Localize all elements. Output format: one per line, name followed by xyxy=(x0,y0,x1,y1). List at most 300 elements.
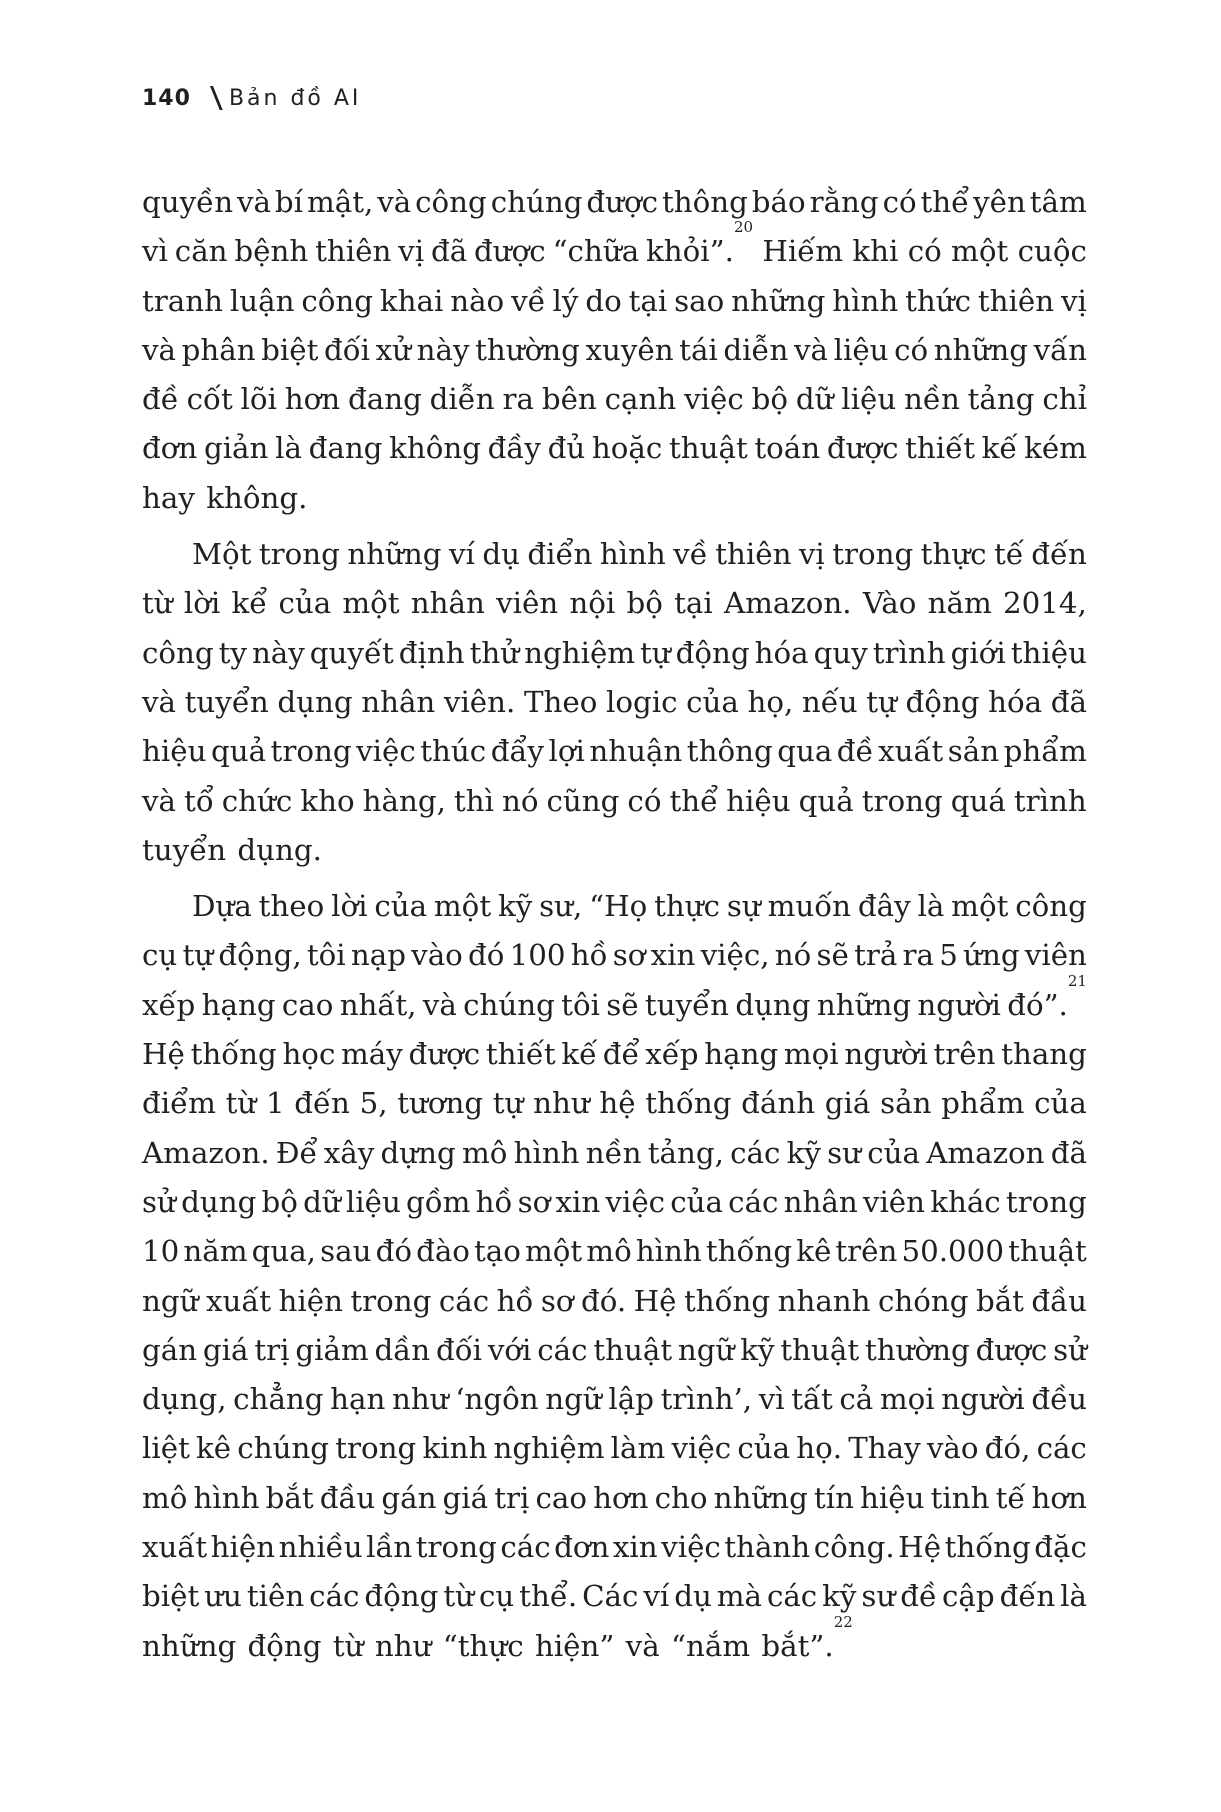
word: tiên xyxy=(246,1579,305,1614)
word: qua xyxy=(777,734,833,769)
word: kém xyxy=(1024,431,1087,466)
text-segment: những động từ như “thực hiện” và “nắm bắt”. xyxy=(142,1628,834,1663)
word: Amazon. xyxy=(723,586,852,621)
word: đề xyxy=(900,1579,938,1614)
word: và xyxy=(236,185,272,219)
word: trình xyxy=(872,635,946,670)
word: nó xyxy=(774,938,812,973)
word: thể xyxy=(669,783,719,818)
word: thực xyxy=(654,889,721,924)
word: Một xyxy=(192,537,252,572)
word: của xyxy=(374,889,428,924)
word: tôi xyxy=(306,938,346,973)
word: thiết xyxy=(905,431,975,466)
word: được xyxy=(975,1332,1048,1367)
word: hiệu xyxy=(860,1480,925,1515)
word: sẽ xyxy=(816,938,849,973)
word: dữ xyxy=(303,1184,341,1219)
word: quá xyxy=(950,783,1006,818)
word: tranh xyxy=(142,283,223,318)
text-line xyxy=(142,424,1087,473)
word: Thay xyxy=(848,1431,921,1466)
word: nhất, xyxy=(339,987,417,1022)
word: kho xyxy=(300,783,355,818)
word: do xyxy=(585,283,622,318)
word: thuật xyxy=(668,431,748,466)
word: bộ xyxy=(261,1184,298,1219)
footnote-ref-21[interactable]: 21 xyxy=(1067,971,1087,990)
word: là xyxy=(275,431,302,466)
word: biệt xyxy=(261,332,319,367)
word: giá xyxy=(824,1086,871,1121)
word: đầu xyxy=(319,1480,376,1515)
text-line xyxy=(142,579,1087,628)
word: tế xyxy=(994,537,1024,572)
word: hình xyxy=(513,1135,580,1170)
word: trình xyxy=(1013,783,1087,818)
text-line xyxy=(142,971,1087,1030)
word: làm xyxy=(610,1431,666,1466)
word: thống xyxy=(683,1283,771,1318)
word: chẳng xyxy=(233,1382,324,1417)
word: kế xyxy=(561,1037,598,1072)
word: cốt xyxy=(186,382,233,417)
word: của xyxy=(1034,1086,1087,1121)
word: bên xyxy=(541,382,597,417)
word: rằng xyxy=(809,185,879,219)
word: nhân xyxy=(783,1184,858,1219)
word: tâm xyxy=(1029,185,1087,219)
word: lý xyxy=(552,283,579,318)
paragraph-gap xyxy=(142,523,1087,530)
word: các xyxy=(766,1579,818,1614)
footnote-ref-20[interactable]: 20 xyxy=(733,218,754,237)
word: và xyxy=(142,684,177,719)
text-line xyxy=(142,178,1087,227)
word: hình xyxy=(635,1234,702,1269)
word: bắt xyxy=(975,1283,1024,1318)
word: phẩm xyxy=(1003,734,1087,769)
word: năm xyxy=(183,1234,248,1269)
word: kê xyxy=(196,1431,232,1466)
word: động xyxy=(905,684,980,719)
word: đề xyxy=(836,734,874,769)
header-separator xyxy=(207,86,215,108)
word: ví xyxy=(643,1579,670,1614)
word: vì xyxy=(142,234,168,269)
paragraph-1 xyxy=(142,178,1087,523)
word: hơn xyxy=(593,1480,649,1515)
word: Vào xyxy=(862,586,917,621)
word: quy xyxy=(813,635,868,670)
word: các xyxy=(537,1332,588,1367)
word: Dựa xyxy=(192,889,252,924)
word: tái xyxy=(679,332,718,367)
word: dụng xyxy=(181,1184,257,1219)
word: ra xyxy=(502,382,534,417)
word: mô xyxy=(461,1135,508,1170)
word: tổ xyxy=(184,783,214,818)
word: nạp xyxy=(350,938,406,973)
word: tôi xyxy=(561,987,600,1022)
word: xuất xyxy=(142,1530,208,1565)
word: và xyxy=(377,185,412,219)
word: toán xyxy=(754,431,821,466)
word: những xyxy=(731,283,826,318)
word: khai xyxy=(379,283,444,318)
text-line xyxy=(142,530,1087,579)
word: diễn xyxy=(429,382,495,417)
word: thống xyxy=(645,1086,732,1121)
word: vấn xyxy=(1033,332,1087,367)
word: quả xyxy=(210,734,267,769)
word: bắt xyxy=(265,1480,314,1515)
word: hạng xyxy=(201,987,276,1022)
word: hoặc xyxy=(591,431,663,466)
word: kỹ xyxy=(740,1332,775,1367)
word: hạn xyxy=(330,1382,386,1417)
word: sư, xyxy=(539,889,583,924)
word: học xyxy=(282,1037,336,1072)
word: xin xyxy=(555,1184,601,1219)
word: Theo xyxy=(523,684,598,719)
word: hóa xyxy=(988,684,1043,719)
word: đến xyxy=(294,1086,350,1121)
word: ví xyxy=(448,537,475,572)
word: mật, xyxy=(306,185,374,219)
word: giá xyxy=(442,1480,489,1515)
word: vị xyxy=(798,537,825,572)
word: thuật xyxy=(780,1332,860,1367)
word: họ, xyxy=(747,684,794,719)
word: 1 xyxy=(265,1086,285,1121)
word: cả xyxy=(839,1382,874,1417)
text-line xyxy=(142,1424,1087,1473)
word: thức xyxy=(905,283,971,318)
text-line xyxy=(142,375,1087,424)
text-line xyxy=(142,1612,1087,1671)
word: quả xyxy=(798,783,854,818)
word: kỹ xyxy=(786,1135,821,1170)
word: việc xyxy=(356,734,416,769)
text-line xyxy=(142,1474,1087,1523)
word: thiết xyxy=(485,1037,556,1072)
word: trong xyxy=(270,734,352,769)
word: đó xyxy=(375,1234,412,1269)
word: đây xyxy=(857,889,911,924)
word: những xyxy=(347,537,442,572)
word: công. xyxy=(813,1530,895,1565)
word: thành xyxy=(724,1530,811,1565)
word: là xyxy=(917,889,945,924)
word: việc xyxy=(661,1530,721,1565)
word: Amazon xyxy=(926,1135,1045,1170)
word: kê xyxy=(796,1234,832,1269)
word: được xyxy=(408,1037,481,1072)
word: hạng xyxy=(704,1037,779,1072)
word: mọi xyxy=(783,1037,839,1072)
word: nếu xyxy=(801,684,858,719)
text-line xyxy=(142,882,1087,931)
word: thuật xyxy=(1008,1234,1087,1269)
word: lời xyxy=(183,586,221,621)
word: điển xyxy=(527,537,593,572)
word: sư xyxy=(861,1579,896,1614)
word: tự xyxy=(182,938,214,973)
word: nhiều xyxy=(278,1530,363,1565)
word: chóng xyxy=(877,1283,969,1318)
word: nhân xyxy=(410,586,485,621)
footnote-ref-22[interactable]: 22 xyxy=(833,1612,853,1631)
word: mọi xyxy=(879,1382,935,1417)
word: sản xyxy=(880,1086,932,1121)
word: đã xyxy=(1050,684,1087,719)
paragraph-2 xyxy=(142,530,1087,875)
text-line xyxy=(142,629,1087,678)
word: sơ xyxy=(540,1283,574,1318)
word: với xyxy=(487,1332,532,1367)
word: thúc xyxy=(420,734,487,769)
word: trong xyxy=(335,1431,417,1466)
word: hệ xyxy=(599,1086,636,1121)
word: 5 xyxy=(939,938,958,973)
word: thông xyxy=(661,185,748,219)
word: hiện xyxy=(278,1283,343,1318)
word: hồ xyxy=(475,1184,513,1219)
word: viên. xyxy=(443,684,516,719)
paragraph-gap xyxy=(142,875,1087,882)
word: cụ xyxy=(478,1579,515,1614)
word: công xyxy=(301,283,373,318)
word: để xyxy=(602,1037,640,1072)
word: công xyxy=(1015,889,1087,924)
word: hóa xyxy=(754,635,809,670)
word: sử xyxy=(1053,1332,1087,1367)
word: Hệ xyxy=(898,1530,942,1565)
word: thường xyxy=(475,332,580,367)
text-line: tuyển dụng. xyxy=(142,832,322,867)
word: sản xyxy=(947,734,1000,769)
word: nhanh xyxy=(777,1283,871,1318)
word: bệnh xyxy=(234,234,309,269)
word: muốn xyxy=(767,889,852,924)
word: việc xyxy=(684,382,744,417)
word: phân xyxy=(181,332,256,367)
text-line xyxy=(142,777,1087,826)
word: quyền xyxy=(142,185,234,219)
word: công xyxy=(142,635,214,670)
word: chúng xyxy=(463,987,555,1022)
word: 5, xyxy=(359,1086,388,1121)
word: có xyxy=(882,185,917,219)
word: cập xyxy=(941,1579,995,1614)
text-line xyxy=(142,1129,1087,1178)
word: thiên xyxy=(977,283,1055,318)
word: thử xyxy=(469,635,520,670)
word: dụng xyxy=(735,987,811,1022)
word: hồ xyxy=(570,938,608,973)
word: dữ xyxy=(795,382,834,417)
word: Hệ xyxy=(142,1037,185,1072)
word: một xyxy=(525,1234,583,1269)
text-line xyxy=(142,1375,1087,1424)
word: dựng xyxy=(380,1135,456,1170)
word: giá xyxy=(202,1332,249,1367)
word: nghiệm xyxy=(524,635,636,670)
word: tín xyxy=(813,1480,854,1515)
word: đơn xyxy=(554,1530,610,1565)
word: trong xyxy=(415,1530,497,1565)
word: được xyxy=(474,234,546,269)
body-text xyxy=(142,178,1087,1671)
word: dụ xyxy=(674,1579,712,1614)
word: đánh xyxy=(741,1086,816,1121)
word: các xyxy=(728,1184,779,1219)
word: này xyxy=(416,332,470,367)
word: tuyển xyxy=(644,987,730,1022)
word: cũng xyxy=(546,783,620,818)
word: biệt xyxy=(142,1579,200,1614)
word: kể xyxy=(231,586,268,621)
word: đã xyxy=(430,234,468,269)
word: cạnh xyxy=(604,382,677,417)
word: vào xyxy=(411,938,463,973)
word: ưu xyxy=(204,1579,242,1614)
word: gán xyxy=(142,1332,198,1367)
word: nhân xyxy=(361,684,436,719)
word: chức xyxy=(221,783,293,818)
word xyxy=(646,218,1087,276)
word: Các xyxy=(582,1579,639,1614)
word: tạo xyxy=(474,1234,521,1269)
word: đến xyxy=(999,1579,1056,1614)
word: đối xyxy=(323,332,371,367)
word: viên xyxy=(862,1184,926,1219)
word: kế xyxy=(981,431,1018,466)
word: nhuận xyxy=(589,734,683,769)
text-line xyxy=(142,1326,1087,1375)
word: Amazon. xyxy=(142,1135,270,1170)
word: động xyxy=(675,635,750,670)
word: đào xyxy=(416,1234,470,1269)
word: hình xyxy=(832,283,899,318)
word: trong xyxy=(1005,1184,1087,1219)
word: và xyxy=(422,987,457,1022)
word: bí xyxy=(274,185,304,219)
word: chúng xyxy=(490,185,583,219)
word: những xyxy=(933,332,1028,367)
word: Để xyxy=(275,1135,318,1170)
word: ty xyxy=(218,635,247,670)
word: vị xyxy=(398,234,425,269)
word: việc xyxy=(605,1184,666,1219)
word: của xyxy=(670,1184,723,1219)
word: qua, xyxy=(251,1234,316,1269)
word: xuất xyxy=(878,734,944,769)
word: lần xyxy=(366,1530,413,1565)
word: sử xyxy=(142,1184,176,1219)
word: 50.000 xyxy=(901,1234,1004,1269)
word: sẽ xyxy=(606,987,639,1022)
word: xuyên xyxy=(585,332,674,367)
word: sau xyxy=(320,1234,372,1269)
word: chúng xyxy=(237,1431,330,1466)
word: hồ xyxy=(496,1283,534,1318)
word: định xyxy=(398,635,465,670)
word: sơ xyxy=(517,1184,551,1219)
word: như xyxy=(533,1086,590,1121)
word: ứng xyxy=(963,938,1020,973)
word: trình’, xyxy=(660,1382,753,1417)
word: 10 xyxy=(142,1234,180,1269)
text-line xyxy=(142,277,1087,326)
word: thống xyxy=(705,1234,793,1269)
word: báo xyxy=(751,185,806,219)
word: xếp xyxy=(645,1037,699,1072)
word: sơ xyxy=(612,938,646,973)
word: như xyxy=(391,1382,449,1417)
word: cao xyxy=(281,987,334,1022)
word: yên xyxy=(973,185,1026,219)
word: là xyxy=(1060,1579,1087,1614)
word: thông xyxy=(686,734,773,769)
word: tại xyxy=(674,586,713,621)
text-line: hay không. xyxy=(142,480,308,515)
word: hình xyxy=(193,1480,260,1515)
word: Hệ xyxy=(633,1283,677,1318)
word: từ xyxy=(443,1579,475,1614)
word: được xyxy=(586,185,659,219)
word: mô xyxy=(142,1480,188,1515)
word: dụ xyxy=(482,537,520,572)
word: trong xyxy=(258,537,340,572)
word: liệu xyxy=(345,1184,401,1219)
word: các xyxy=(500,1530,551,1565)
word: giảm xyxy=(295,1332,369,1367)
word: thể. xyxy=(519,1579,578,1614)
word: kỹ xyxy=(497,889,533,924)
word: viên xyxy=(1024,938,1087,973)
word: cao xyxy=(535,1480,587,1515)
word: thực xyxy=(920,537,987,572)
word: và xyxy=(142,332,177,367)
word: lợi xyxy=(548,734,585,769)
word: tinh xyxy=(930,1480,990,1515)
word: của xyxy=(686,684,739,719)
text-line xyxy=(142,1227,1087,1276)
word: ra xyxy=(902,938,935,973)
word: kỹ xyxy=(822,1579,857,1614)
word: mà xyxy=(716,1579,762,1614)
word: giới xyxy=(950,635,1006,670)
word: người xyxy=(844,1037,928,1072)
word: đơn xyxy=(142,431,198,466)
text-line xyxy=(142,326,1087,375)
word: tảng xyxy=(967,382,1035,417)
word: điểm xyxy=(142,1086,216,1121)
word: năm xyxy=(927,586,992,621)
word: đầu xyxy=(1031,1283,1087,1318)
text-line xyxy=(142,1079,1087,1128)
word: đó, xyxy=(984,1431,1031,1466)
text-line xyxy=(142,1277,1087,1326)
word: trị xyxy=(254,1332,290,1367)
word: đó. xyxy=(580,1283,627,1318)
word: người xyxy=(917,987,1001,1022)
word: xin xyxy=(612,1530,658,1565)
word: nghiệm xyxy=(493,1431,605,1466)
word: người xyxy=(941,1382,1025,1417)
